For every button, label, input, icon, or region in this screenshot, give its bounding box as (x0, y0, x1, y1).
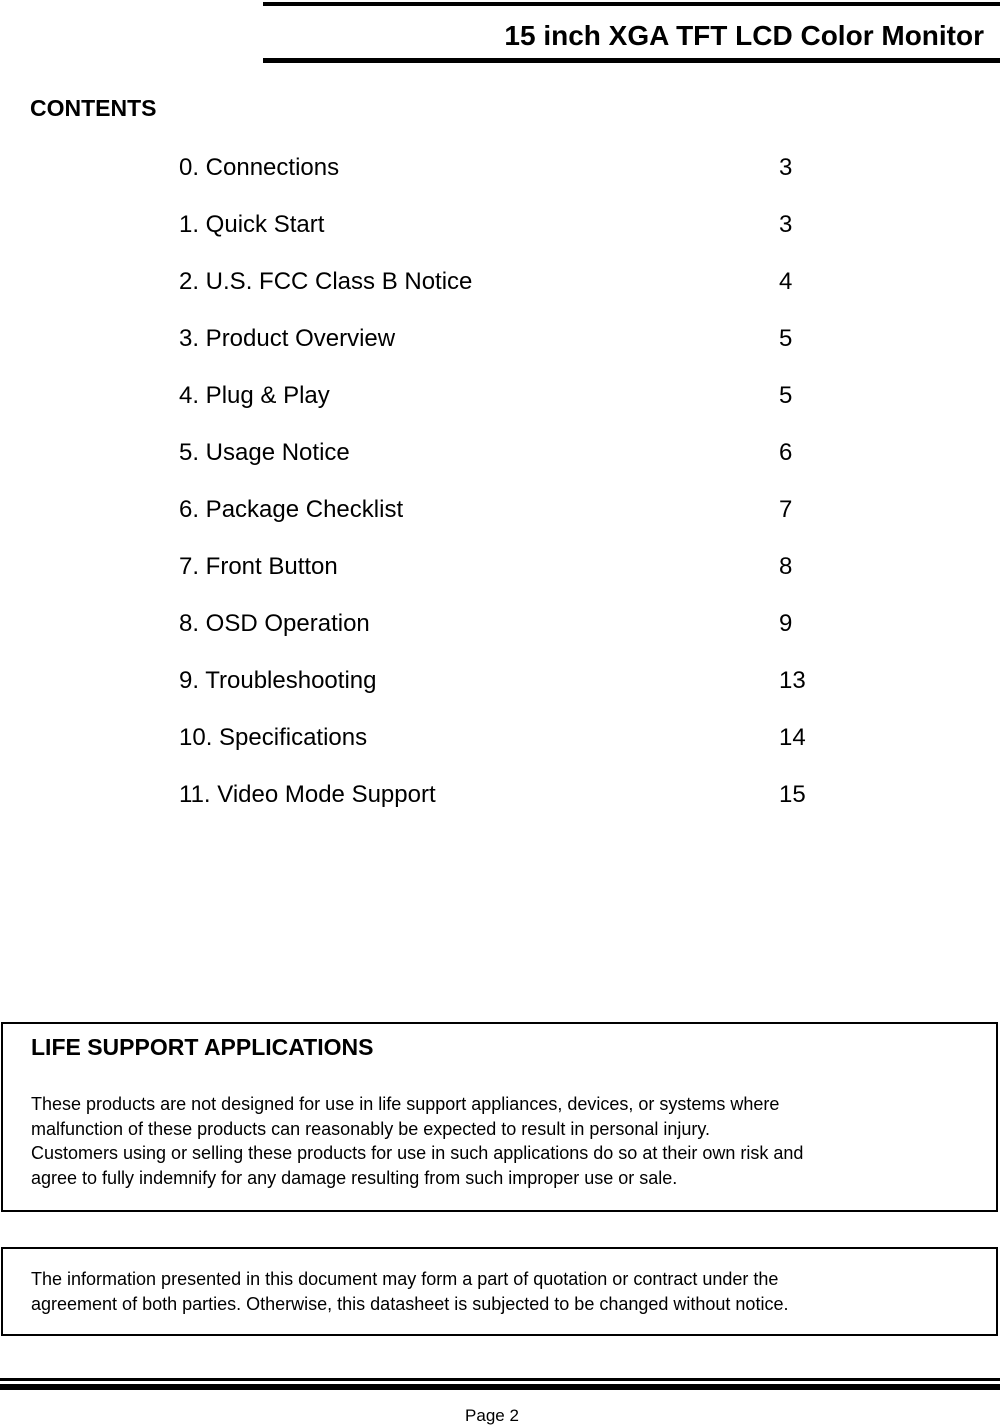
toc-entry[interactable] (179, 267, 839, 324)
toc-entry-label: 7. Front Button (179, 553, 338, 580)
life-support-line: agree to fully indemnify for any damage resulting from such improper use or sale. (31, 1167, 678, 1188)
toc-entry[interactable] (179, 552, 839, 609)
notice-text (31, 1267, 788, 1316)
toc-entry[interactable] (179, 495, 839, 552)
toc-entry-label: 8. OSD Operation (179, 610, 370, 637)
header-rule-top (263, 2, 1000, 6)
table-of-contents (179, 153, 839, 837)
toc-entry[interactable] (179, 153, 839, 210)
toc-entry-label: 4. Plug & Play (179, 382, 330, 409)
toc-entry[interactable] (179, 438, 839, 495)
toc-entry-page: 14 (779, 724, 806, 751)
notice-line: agreement of both parties. Otherwise, this datasheet is subjected to be changed without notice. (31, 1293, 789, 1314)
toc-entry-page: 5 (779, 325, 793, 352)
notice-box (1, 1247, 998, 1336)
toc-entry[interactable] (179, 324, 839, 381)
toc-entry-label: 9. Troubleshooting (179, 667, 377, 694)
life-support-box (1, 1022, 998, 1212)
toc-entry-page: 4 (779, 268, 793, 295)
toc-entry-label: 1. Quick Start (179, 211, 325, 238)
life-support-text (31, 1092, 803, 1190)
contents-heading: CONTENTS (30, 95, 157, 121)
toc-entry-label: 6. Package Checklist (179, 496, 404, 523)
toc-entry[interactable] (179, 210, 839, 267)
toc-entry-page: 5 (779, 382, 793, 409)
toc-entry-label: 2. U.S. FCC Class B Notice (179, 268, 473, 295)
toc-entry-label: 0. Connections (179, 154, 340, 181)
toc-entry[interactable] (179, 666, 839, 723)
toc-entry-label: 11. Video Mode Support (179, 781, 436, 808)
toc-entry-page: 7 (779, 496, 793, 523)
toc-entry-label: 3. Product Overview (179, 325, 396, 352)
life-support-line: malfunction of these products can reasonably be expected to result in personal injury. (31, 1118, 711, 1139)
header-rule-bottom (263, 58, 1000, 63)
life-support-line: These products are not designed for use in life support appliances, devices, or systems where (31, 1094, 780, 1114)
toc-entry-page: 3 (779, 154, 793, 181)
toc-entry[interactable] (179, 723, 839, 780)
life-support-line: Customers using or selling these products for use in such applications do so at their own risk and (31, 1143, 804, 1163)
page-number: Page 2 (465, 1406, 519, 1425)
toc-entry-page: 9 (779, 610, 793, 637)
toc-entry[interactable] (179, 381, 839, 438)
toc-entry-label: 10. Specifications (179, 724, 368, 751)
footer-rule-thin (0, 1378, 1000, 1381)
toc-entry-page: 15 (779, 781, 806, 808)
footer-rule-thick (0, 1384, 1000, 1390)
document-title: 15 inch XGA TFT LCD Color Monitor (504, 20, 984, 51)
toc-entry-page: 13 (779, 667, 806, 694)
toc-entry-label: 5. Usage Notice (179, 439, 350, 466)
life-support-title: LIFE SUPPORT APPLICATIONS (31, 1034, 374, 1060)
toc-entry-page: 3 (779, 211, 793, 238)
toc-entry-page: 8 (779, 553, 793, 580)
toc-entry[interactable] (179, 609, 839, 666)
notice-line: The information presented in this document may form a part of quotation or contract under the (31, 1269, 779, 1289)
toc-entry-page: 6 (779, 439, 793, 466)
toc-entry[interactable] (179, 780, 839, 837)
